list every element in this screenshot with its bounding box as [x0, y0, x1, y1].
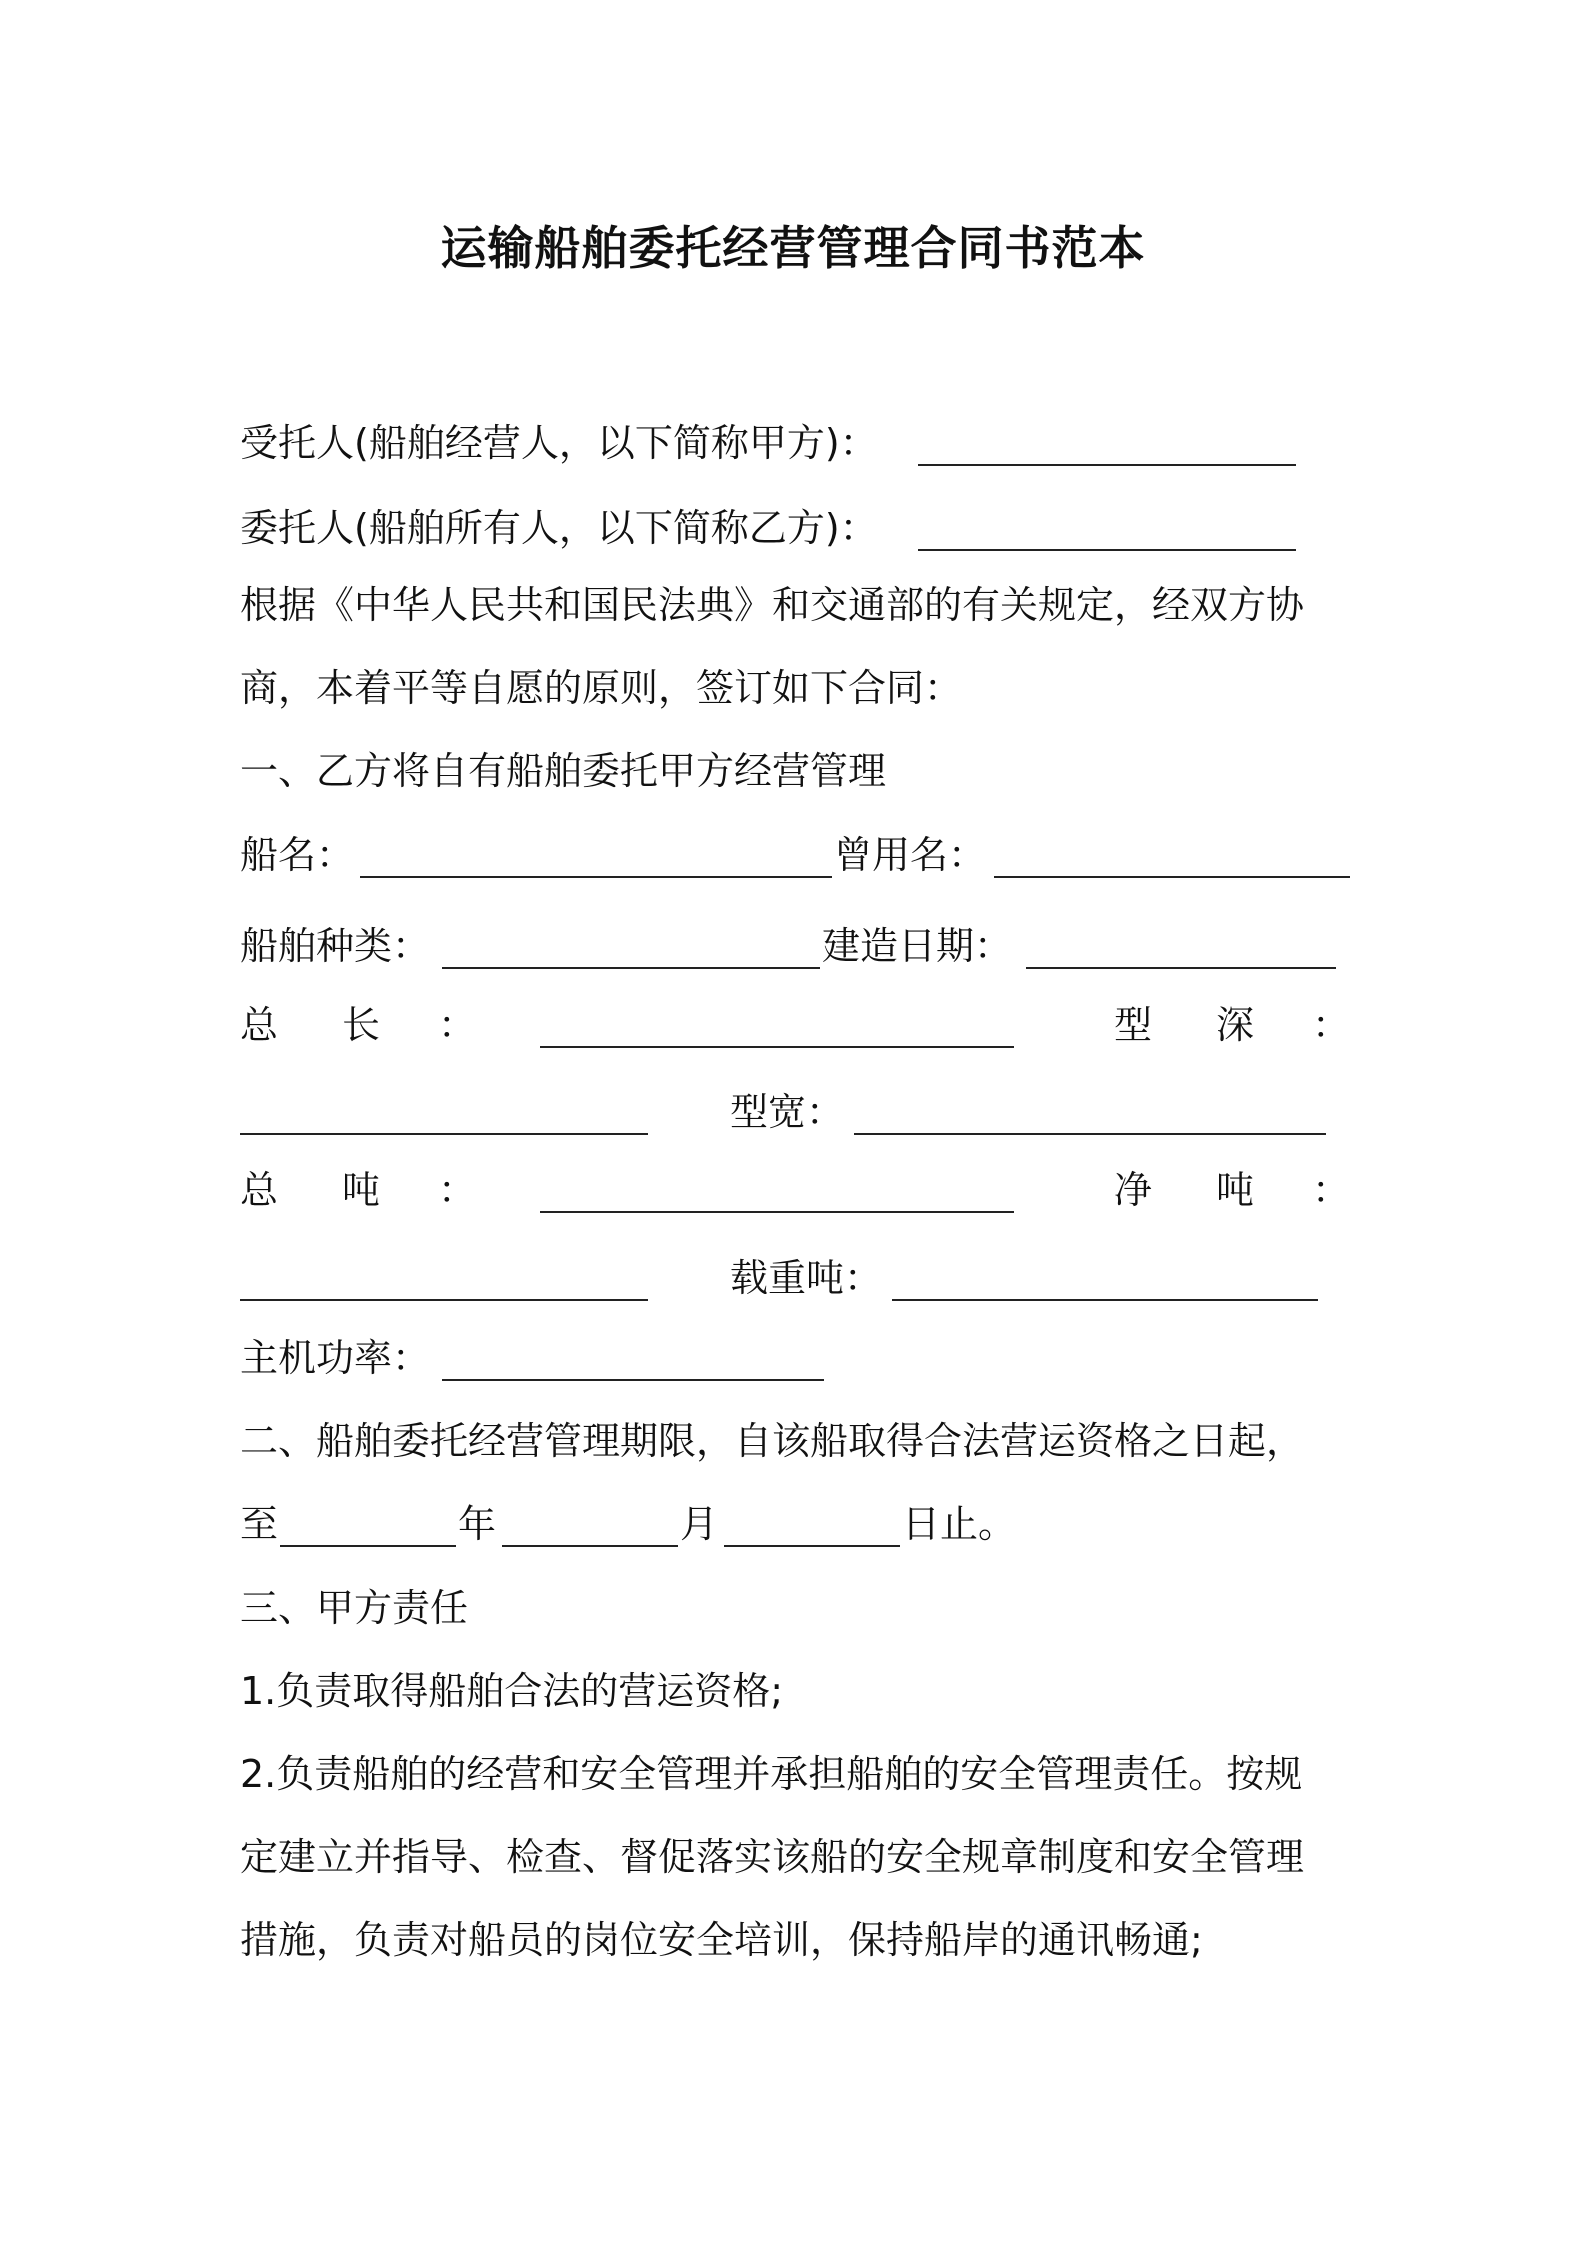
depth-char-2: 深 [1216, 1003, 1255, 1047]
ship-type-blank[interactable] [442, 931, 820, 969]
section-1-heading: 一、乙方将自有船舶委托甲方经营管理 [240, 749, 887, 793]
preamble-line-1: 根据《中华人民共和国民法典》和交通部的有关规定，经双方协 [240, 583, 1305, 627]
gross-ton-char-3: ： [438, 1168, 477, 1212]
section-3-item-2-line-1: 2.负责船舶的经营和安全管理并承担船舶的安全管理责任。按规 [240, 1752, 1303, 1796]
total-length-blank[interactable] [540, 1010, 1014, 1048]
document-title: 运输船舶委托经营管理合同书范本 [440, 221, 1146, 275]
party-b-label: 委托人(船舶所有人，以下简称乙方)： [240, 506, 878, 550]
gross-ton-blank[interactable] [540, 1175, 1014, 1213]
net-ton-char-2: 吨 [1216, 1168, 1255, 1212]
term-month-label: 月 [680, 1502, 719, 1546]
total-length-char-3: ： [438, 1003, 477, 1047]
party-a-label: 受托人(船舶经营人，以下简称甲方)： [240, 421, 878, 465]
deadweight-label: 载重吨： [730, 1256, 883, 1300]
breadth-row [240, 1087, 1350, 1137]
term-date-row [240, 1499, 1350, 1549]
depth-char-3: ： [1312, 1003, 1351, 1047]
ship-name-blank[interactable] [360, 840, 832, 878]
section-3-item-2-line-3: 措施，负责对船员的岗位安全培训，保持船岸的通讯畅通; [240, 1918, 1203, 1962]
section-3-item-2-line-2: 定建立并指导、检查、督促落实该船的安全规章制度和安全管理 [240, 1835, 1305, 1879]
section-2-line-1: 二、船舶委托经营管理期限，自该船取得合法营运资格之日起， [240, 1419, 1305, 1463]
length-depth-row [240, 1000, 1350, 1050]
deadweight-row [240, 1253, 1350, 1303]
term-suffix: 日止。 [902, 1502, 1017, 1546]
former-name-label: 曾用名： [834, 833, 987, 877]
gross-ton-char-1: 总 [240, 1168, 279, 1212]
build-date-blank[interactable] [1026, 931, 1336, 969]
ship-name-label: 船名： [240, 833, 355, 877]
engine-power-row [240, 1333, 1350, 1383]
net-ton-blank[interactable] [240, 1263, 648, 1301]
preamble-line-2: 商，本着平等自愿的原则，签订如下合同： [240, 666, 963, 710]
total-length-char-1: 总 [240, 1003, 279, 1047]
ship-name-row [240, 830, 1350, 880]
gross-ton-char-2: 吨 [342, 1168, 381, 1212]
engine-power-label: 主机功率： [240, 1336, 431, 1380]
section-3-item-1: 1.负责取得船舶合法的营运资格; [240, 1669, 784, 1713]
former-name-blank[interactable] [994, 840, 1350, 878]
tonnage-row [240, 1165, 1350, 1215]
engine-power-blank[interactable] [442, 1343, 824, 1381]
net-ton-char-3: ： [1312, 1168, 1351, 1212]
depth-blank[interactable] [240, 1097, 648, 1135]
section-3-heading: 三、甲方责任 [240, 1586, 469, 1630]
breadth-blank[interactable] [854, 1097, 1326, 1135]
build-date-label: 建造日期： [822, 924, 1013, 968]
ship-type-row [240, 921, 1350, 971]
term-year-label: 年 [458, 1502, 497, 1546]
term-year-blank[interactable] [280, 1509, 456, 1547]
party-a-blank[interactable] [918, 428, 1296, 466]
term-day-blank[interactable] [724, 1509, 900, 1547]
term-prefix: 至 [240, 1502, 279, 1546]
party-b-blank[interactable] [918, 513, 1296, 551]
term-month-blank[interactable] [502, 1509, 678, 1547]
net-ton-char-1: 净 [1114, 1168, 1153, 1212]
party-b-row [240, 503, 1350, 553]
total-length-char-2: 长 [342, 1003, 381, 1047]
ship-type-label: 船舶种类： [240, 924, 431, 968]
deadweight-blank[interactable] [892, 1263, 1318, 1301]
depth-char-1: 型 [1114, 1003, 1153, 1047]
party-a-row [240, 418, 1350, 468]
breadth-label: 型宽： [730, 1090, 845, 1134]
